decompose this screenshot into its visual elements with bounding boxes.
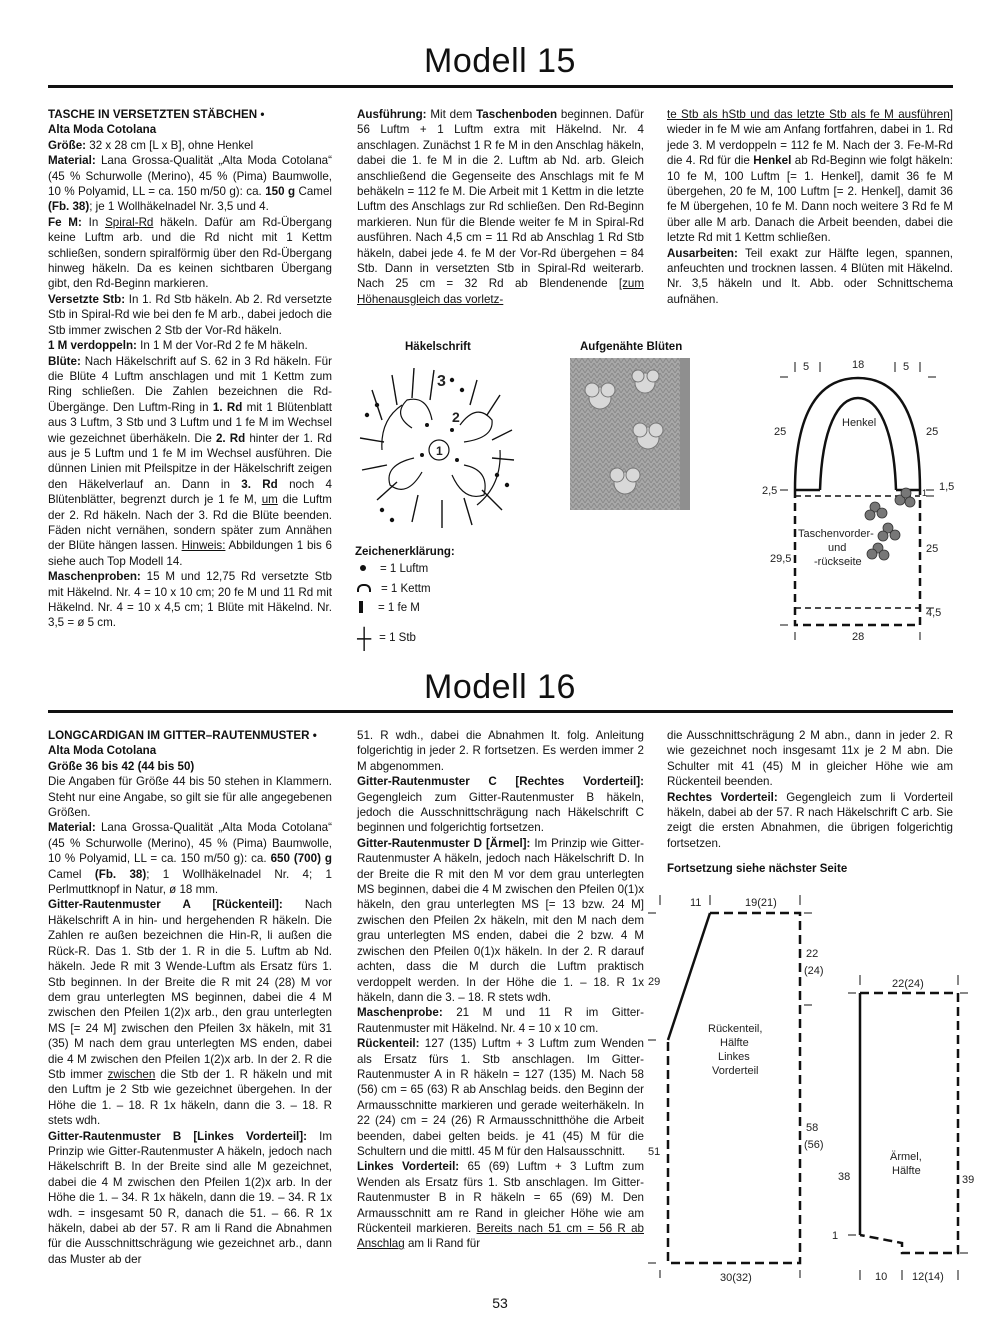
col3-text-0: die Ausschnittschrägung 2 M abn., dann in jeder 2. R wie gezeichnet noch insgesamt 11x je 2 M abn. Die Schulter mit 41 (45) M in gleicher Höhe wie am Rückenteil beenden. — [667, 729, 953, 789]
henkel-label: Henkel — [753, 154, 792, 168]
chart-luftm — [425, 423, 429, 427]
muster-b-text: Im Prinzip wie Gitter-Rautenmuster A häkeln, jedoch nach Häkelschrift B. In der Breite sind alle M gezeichnet, dabei die 4 M zwischen den Pfeilen 1(2)x arb. In der Höhe die 1. – 34. R 1x häkeln, dann die 19. – 34. R 1x wdh. = insgesamt 50 R, danach die 51. – 66. R 1x häkeln, dabei ab der 57. R am li Rand die Abnahmen für die Ausschnittschrägung wie gezeichnet arb., dann das Muster ab der — [48, 1129, 332, 1266]
sleeve-dim-10: 10 — [875, 1271, 888, 1283]
fem-link: Spiral-Rd — [105, 215, 154, 229]
fem-text: häkeln. Dafür am Rd-Übergang keine Luftm arb. und die Rd nicht mit 1 Kettm schließen, sondern spiralförmig über den Rd-Übergang hinweg häkeln. Da es keinen sichtbaren Übergang gibt, den Rd-Beginn markieren. — [48, 215, 332, 291]
maschenprobe-text: 21 M und 11 R im Gitter-Rautenmuster mit Häkelnd. Nr. 4 = 10 x 10 cm. — [357, 1006, 644, 1035]
m15-heading: TASCHE IN VERSETZTEN STÄBCHEN • — [48, 108, 265, 121]
bag-dim-right-4-5: 4,5 — [926, 607, 942, 619]
chart-luftm — [390, 518, 394, 522]
model16-title: Modell 16 — [424, 668, 576, 706]
legend-title: Zeichenerklärung: — [355, 546, 455, 558]
photo-edge — [680, 358, 690, 510]
dim-bottom-30: 30(32) — [720, 1272, 752, 1284]
kettm-symbol-icon — [357, 584, 371, 592]
col3-text-2: ab Rd-Beginn wie folgt häkeln: 10 fe M, 100 Luftm [= 1. Henkel], damit 36 fe M übergehen, 20 fe M, 100 Luftm [= 2. Henkel], damit 36 fe M übergehen, 10 fe M. Dann noch weitere 3 Rd fe M über alle M arb. Danach die Arbeit beenden, dabei die letzte Rd mit 1 Kettm schließen. — [667, 154, 953, 245]
chart-luftm — [420, 453, 424, 457]
material-text: Lana Grossa-Qualität „Alta Moda Cotolana“ (45 % Schurwolle (Merino), 45 % (Pima) Baumwolle, 10 % Polyamid, LL = ca. 150 m/50 g): ca. — [48, 154, 332, 199]
material-rest: ; je 1 Wollhäkelnadel Nr. 3,5 und 4. — [89, 200, 269, 214]
dim-top-11: 11 — [690, 897, 702, 909]
linkes-vorderteil-label: Linkes Vorderteil: — [357, 1160, 460, 1174]
chart-stb — [362, 465, 387, 470]
m16-heading: LONGCARDIGAN IM GITTER–RAUTENMUSTER • — [48, 729, 317, 742]
ausfuehrung-label: Ausführung: — [357, 108, 427, 121]
back-outline — [668, 913, 800, 1263]
sleeve-schema — [820, 975, 995, 1285]
dim-left-51: 51 — [648, 1146, 661, 1158]
sleeve-label-1: Ärmel, — [890, 1151, 922, 1163]
sleeve-label-2: Hälfte — [892, 1165, 921, 1177]
cardigan-back-schema — [640, 885, 824, 1290]
maschenproben-label: Maschenproben: — [48, 570, 141, 584]
dim-top-19: 19(21) — [745, 897, 777, 909]
size-label: Größe: — [48, 138, 87, 152]
flower-petal — [585, 383, 599, 397]
chart-luftm — [505, 483, 509, 487]
dim-left-29: 29 — [648, 976, 661, 988]
material-fb: (Fb. 38) — [48, 200, 90, 214]
m16-column-2 — [357, 728, 644, 1252]
back-label-4: Vorderteil — [712, 1065, 759, 1077]
fem-symbol-icon — [359, 601, 363, 613]
ausarbeiten-text: Teil exakt zur Hälfte legen, spannen, anfeuchten und trocknen lassen. 4 Blüten mit Häkelnd. Nr. 3,5 häkeln und lt. Abb. oder Schnittschema aufnähen. — [667, 246, 953, 306]
back-label-2: Hälfte — [720, 1037, 749, 1049]
dim-right-22: 22 — [806, 948, 819, 960]
fem-label: Fe M: — [48, 215, 82, 229]
flower-petal — [626, 468, 640, 482]
model15-title: Modell 15 — [424, 42, 576, 80]
bluete-text-6: Abbildungen 1 bis 6 siehe auch Top Modell 14. — [48, 539, 332, 568]
bag-flower — [867, 549, 877, 559]
fem-pre: In — [88, 215, 99, 229]
bluete-text-4: noch 4 Blütenblätter, begrenzt durch je 1 fe M, — [48, 477, 332, 507]
chart-stb — [360, 438, 384, 442]
chart-stb — [412, 495, 418, 522]
flower-petal — [610, 468, 624, 482]
flowers-photo — [570, 358, 690, 510]
vs-text: In 1. Rd Stb häkeln. Ab 2. Rd versetzte Stb in Spiral-Rd wie bei den fe M arb., dabei jedoch die Stb immer zwischen 2 Stb der Vor-Rd häkeln. — [48, 292, 332, 337]
material-color: Camel — [48, 867, 82, 881]
bag-dim-right-25: 25 — [926, 426, 939, 438]
muster-a-zwischen: zwischen — [107, 1067, 156, 1081]
bluete-text-3: hinter der 1. Rd aus je 5 Luftm und 1 fe M im Wechsel ausführen. Die dünnen Linien mit Pfeilspitze in der Häkelschrift zeigen den Häkelverlauf an. Dann in — [48, 431, 332, 491]
bag-dim-right-25b: 25 — [926, 543, 939, 555]
bag-dim-top-right: 5 — [903, 361, 910, 373]
bluete-label: Blüte: — [48, 354, 81, 368]
col2-text-0: 51. R wdh., dabei die Abnahmen lt. folg. Anleitung folgerichtig in jeder 2. R fortsetzen. Es werden immer 2 M abgenommen. — [357, 729, 644, 773]
chart-luftm — [450, 378, 454, 382]
m15-column-1 — [48, 107, 332, 631]
bag-dim-top-left: 5 — [803, 361, 810, 373]
legend-item-kettm — [355, 583, 431, 595]
linkes-vorderteil-text: 65 (69) Luftm + 3 Luftm zum Wenden als Ersatz fürs 1. Stb anschlagen. Im Gitter-Rautenmuster B in R häkeln = 65 (69) M. Den Armausschnitt am re Rand in gleicher Höhe wie am Rückenteil markieren. — [357, 1160, 645, 1235]
flower-petal — [633, 423, 647, 437]
rechtes-vorderteil-label: Rechtes Vorderteil: — [667, 790, 778, 804]
sleeve-dim-top: 22(24) — [892, 978, 924, 990]
chart-luftm — [365, 413, 369, 417]
chart-stb — [392, 375, 397, 405]
bag-flower — [878, 531, 888, 541]
chart-stb — [464, 498, 472, 525]
chart-luftm — [375, 403, 379, 407]
legend-label: = 1 Luftm — [380, 563, 429, 575]
bluete-round-3: 3. Rd — [241, 477, 278, 491]
chart-stb — [492, 458, 514, 460]
bag-dim-top-mid: 18 — [852, 359, 865, 371]
maschenproben-text: 15 M und 12,75 Rd versetzte Stb mit Häkelnd. Nr. 4 = 10 x 10 cm; 20 fe M und 11 Rd mit Häkelnd. Nr. 4 = 10 x 4,5 cm; 1 Blüte mit Häkelnd. Nr. 3,5 = ø 5 cm. — [48, 570, 332, 630]
bluete-round-2: 2. Rd — [215, 431, 246, 445]
bag-flower — [877, 508, 887, 518]
bag-flower — [901, 488, 911, 498]
muster-d-text: Im Prinzip wie Gitter-Rautenmuster A häkeln, jedoch nach Häkelschrift D. In der Breite die R mit den M vor dem grau unterlegten MS beginnen, dabei die 4 M zwischen den Pfeilen 0(1)x häkeln, den grau unterlegten MS [= 13 bzw. 24 M] zwischen den Pfeilen 2x häkeln, mit den M nach dem grau unterlegten MS enden, dabei die 2 bzw. 4 M zwischen den Pfeilen 0(1)x häkeln. In der 2. R darauf achten, dass die M durch die Luftm praktisch verdoppelt werden. In der Höhe die 1. – 18. R 1x häkeln, dann die 3. – 18. R stets wdh. — [357, 836, 644, 1004]
m16-intro: Die Angaben für Größe 44 bis 50 stehen in Klammern. Steht nur eine Angabe, so gilt sie für alle angegebenen Größen. — [48, 775, 332, 820]
linkes-vorderteil-tail: am li Rand für — [407, 1237, 481, 1251]
chart-luftm — [495, 473, 499, 477]
page-number: 53 — [492, 1295, 508, 1311]
continuation-note: Fortsetzung siehe nächster Seite — [667, 863, 848, 875]
title-rule — [48, 710, 953, 713]
chart-stb — [487, 395, 500, 415]
m15-column-3 — [667, 107, 953, 307]
material-fb: (Fb. 38) — [94, 867, 147, 881]
back-label-3: Linkes — [718, 1051, 750, 1063]
aufgenaehte-blueten-caption: Aufgenähte Blüten — [580, 341, 683, 353]
muster-a-text-2: die Stb der 1. R häkeln und mit den Luftm je 2 Stb wie gezeichnet übergehen. In der Höhe die 1. – 18. R 1x häkeln, dann die 3. – 18. R stets wdh. — [48, 1067, 332, 1128]
legend-label: = 1 Kettm — [381, 583, 431, 595]
muster-c-text: Gegengleich zum Gitter-Rautenmuster B häkeln, jedoch die Ausschnittschrägung nach Häkelschrift C beginnen und folgerichtig fortsetzen. — [357, 790, 644, 835]
ausfuehrung-text: beginnen. Dafür 56 Luftm + 1 Luftm extra mit Häkelnd. Nr. 4 anschlagen. Zunächst 1 R fe M in den Anschlag häkeln, dabei die 1. fe M in die 2. Luftm ab Nd. arb. Gleich anschließend die Gegenseite des Anschlags mit fe M behäkeln = 112 fe M. Die Arbeit mit 1 Kettm in die letzte Luftm des Anschlags zur Rd schließen. Den Rd-Beginn markieren. Nun für die Blende weiter fe M in Spiral-Rd ausführen. Nach 4,5 cm = 11 Rd ab Anschlag 1 Rd Stb häkeln, dabei jede 4. fe M der Vor-Rd übergehen = 84 Stb. Dann in versetzten Stb in Spiral-Rd weiterarb. Nach 25 cm = 32 Rd ab Blendenende — [357, 108, 644, 291]
bag-dim-left-2-5: 2,5 — [762, 485, 778, 497]
bag-schema — [750, 350, 960, 650]
bluete-text-2: mit 1 Blütenblatt aus 3 Luftm, 3 Stb und 3 Luftm und 1 fe M im Wechsel wie gezeichnet überhäkeln. Die — [48, 400, 332, 445]
material-label: Material: — [48, 154, 96, 168]
m15-yarn: Alta Moda Cotolana — [48, 123, 157, 137]
luftm-symbol-icon — [360, 565, 366, 571]
muster-b-label: Gitter-Rautenmuster B [Linkes Vorderteil]: — [48, 1129, 307, 1143]
chart-stb — [430, 370, 434, 400]
bag-flower — [890, 530, 900, 540]
legend-item-luftm — [355, 563, 428, 575]
chart-luftm — [450, 428, 454, 432]
muster-a-label: Gitter-Rautenmuster A [Rückenteil]: — [48, 898, 283, 912]
ausarbeiten-label: Ausarbeiten: — [667, 246, 738, 260]
material-color: Camel — [298, 185, 332, 199]
m15-column-2 — [357, 107, 644, 307]
material-rest: ; 1 Wollhäkelnadel Nr. 4; 1 Perlmuttknopf in Natur, ø 18 mm. — [48, 867, 332, 897]
sleeve-outline — [860, 993, 958, 1253]
handle-inner — [820, 398, 896, 490]
legend-item-fem — [355, 601, 420, 614]
neckline-slope — [668, 913, 710, 1040]
chart-loop — [382, 405, 402, 450]
legend-label: = 1 Stb — [379, 632, 416, 644]
m16-column-1 — [48, 728, 332, 1267]
taschenboden: Taschenboden — [476, 108, 558, 121]
muster-d-label: Gitter-Rautenmuster D [Ärmel]: — [357, 836, 531, 850]
bag-dim-right-1: 1 — [922, 488, 928, 498]
verd-text: In 1 M der Vor-Rd 2 fe M häkeln. — [140, 339, 308, 353]
bluete-hint: Hinweis: — [181, 539, 226, 553]
sleeve-dim-38: 38 — [838, 1171, 851, 1183]
crochet-chart — [352, 360, 527, 535]
flower-petal — [632, 370, 644, 382]
chart-petal — [452, 465, 485, 496]
bluete-round-1: 1. Rd — [212, 400, 243, 414]
bag-dim-left-25: 25 — [774, 426, 787, 438]
flower-petal — [649, 423, 663, 437]
flower-petal — [601, 383, 615, 397]
bag-henkel-label: Henkel — [842, 417, 877, 429]
ausfuehrung-pre: Mit dem — [430, 108, 473, 121]
rueckenteil-text: 127 (135) Luftm + 3 Luftm zum Wenden als Ersatz fürs 1. Stb anschlagen. Im Gitter-Rautenmuster A in R häkeln = 127 (135) M. Nach 58 (56) cm = 65 (63) R ab Anschlag beids. den Beginn der Armausschnitte markieren und gerade weiterhäkeln. In 22 (24) cm = 24 (26) R Armausschnitthöhe die Arbeit beenden, dabei gelten beids. je 41 (45) M für die Schultern und die mittl. 45 M für den Halsausschnitt. — [357, 1037, 644, 1158]
vs-label: Versetzte Stb: — [48, 292, 126, 306]
bluete-um: um — [261, 493, 278, 507]
flower-petal — [647, 370, 659, 382]
haekelschrift-caption: Häkelschrift — [405, 341, 471, 353]
chart-petal — [460, 412, 492, 442]
material-amount: 650 (700) g — [270, 852, 332, 866]
chart-number-3: 3 — [437, 373, 446, 390]
chart-number-1: 1 — [436, 444, 443, 458]
bag-dim-right-1-5: 1,5 — [939, 481, 955, 493]
bag-label-line-2: und — [828, 542, 847, 554]
chart-luftm — [455, 458, 459, 462]
sleeve-dim-39: 39 — [962, 1174, 975, 1186]
handle-outer — [795, 378, 920, 490]
legend-label: = 1 fe M — [378, 602, 420, 614]
bag-flower — [865, 510, 875, 520]
muster-c-label: Gitter-Rautenmuster C [Rechtes Vorderteil]: — [357, 775, 644, 789]
bag-flower — [905, 497, 915, 507]
sleeve-dim-1: 1 — [832, 1230, 839, 1242]
chart-luftm — [380, 508, 384, 512]
chart-stb — [482, 490, 502, 510]
stb-symbol-icon: ┼ — [357, 628, 372, 650]
maschenprobe-label: Maschenprobe: — [357, 1006, 443, 1020]
col3-text-1: wieder in fe M wie am Anfang fortfahren, dabei in 1. Rd jede 3. M verdoppeln = 112 fe M. Nach der 3. Fe-M-Rd die 4. Rd für die — [667, 123, 953, 168]
chart-luftm — [460, 388, 464, 392]
bag-label-line-1: Taschenvorder- — [798, 528, 874, 540]
bag-dim-bottom-28: 28 — [852, 631, 865, 643]
chart-stb — [377, 482, 397, 500]
linkes-vorderteil-underlined: Bereits nach 51 cm = 56 R ab Anschlag — [357, 1222, 644, 1251]
dim-right-56: (56) — [804, 1139, 824, 1151]
sleeve-dim-12: 12(14) — [912, 1271, 944, 1283]
bag-flower — [879, 550, 889, 560]
bluete-text-5: die Luftm der 2. Rd häkeln. Nach der 3. Rd die Blüte beenden. Fäden nicht vernähen, sondern später zum Annähen der Blüte hängen lassen. — [48, 493, 332, 553]
m16-size: Größe 36 bis 42 (44 bis 50) — [48, 759, 195, 773]
muster-a-text-1: Nach Häkelschrift A in hin- und hergehenden R häkeln. Die Zahlen re außen bezeichnen die Hin-R, li außen die Rück-R. Das 1. Stb der 1. R in die 5. Luftm ab Nd. häkeln. Jede R mit 3 Wende-Luftm als Ersatz fürs 1. Stb beginnen. In der Breite die R mit 24 (28) M vor dem grau unterlegten MS beginnen, dabei die 4 M zwischen den Pfeilen 1(2)x arb., den grau unterlegten MS [= 24 M] zwischen den Pfeilen 3x häkeln, mit 31 (35) M nach dem grau unterlegten MS enden, dabei die 4 M zwischen den Pfeilen 1(2)x arb. In der 2. R die Stb immer — [48, 898, 332, 1081]
chart-stb — [470, 380, 477, 405]
bluete-text-1: Nach Häkelschrift auf S. 62 in 3 Rd häkeln. Für die Blüte 4 Luftm anschlagen und mit 1 Kettm zum Ring schließen. Die Zahlen bezeichnen die Rd-Übergänge. Den Luftm-Ring in — [48, 354, 332, 414]
title-rule — [48, 85, 953, 88]
back-label-1: Rückenteil, — [708, 1023, 763, 1035]
material-label: Material: — [48, 821, 96, 835]
m16-column-3 — [667, 728, 953, 851]
ausfuehrung-underlined: [zum Höhenausgleich das vorletz- — [357, 277, 644, 306]
material-amount: 150 g — [265, 185, 296, 199]
size-text: 32 x 28 cm [L x B], ohne Henkel — [89, 138, 254, 152]
m16-yarn: Alta Moda Cotolana — [48, 744, 157, 758]
dim-right-58: 58 — [806, 1122, 819, 1134]
chart-stb — [412, 368, 414, 398]
legend-item-stb — [355, 628, 416, 651]
dim-right-24: (24) — [804, 965, 824, 977]
verd-label: 1 M verdoppeln: — [48, 339, 137, 353]
underlined-continuation: te Stb als hStb und das letzte Stb als fe M ausführen] — [667, 108, 953, 121]
bag-label-line-3: -rückseite — [814, 556, 862, 568]
bag-dim-left-29-5: 29,5 — [770, 553, 792, 565]
rechtes-vorderteil-text: Gegengleich zum li Vorderteil häkeln, dabei ab der 57. R nach Häkelschrift C arb. Sie zeigt die ersten Abnahmen, die übrigen folgerichtig fortsetzen. — [667, 790, 953, 850]
chart-stb — [492, 430, 512, 440]
rueckenteil-label: Rückenteil: — [357, 1037, 420, 1051]
chart-number-2: 2 — [452, 409, 460, 425]
material-text: Lana Grossa-Qualität „Alta Moda Cotolana“ (45 % Schurwolle (Merino), 45 % (Pima) Baumwolle, 10 % Polyamid, LL = ca. 150 m/50 g): ca. — [48, 821, 332, 866]
